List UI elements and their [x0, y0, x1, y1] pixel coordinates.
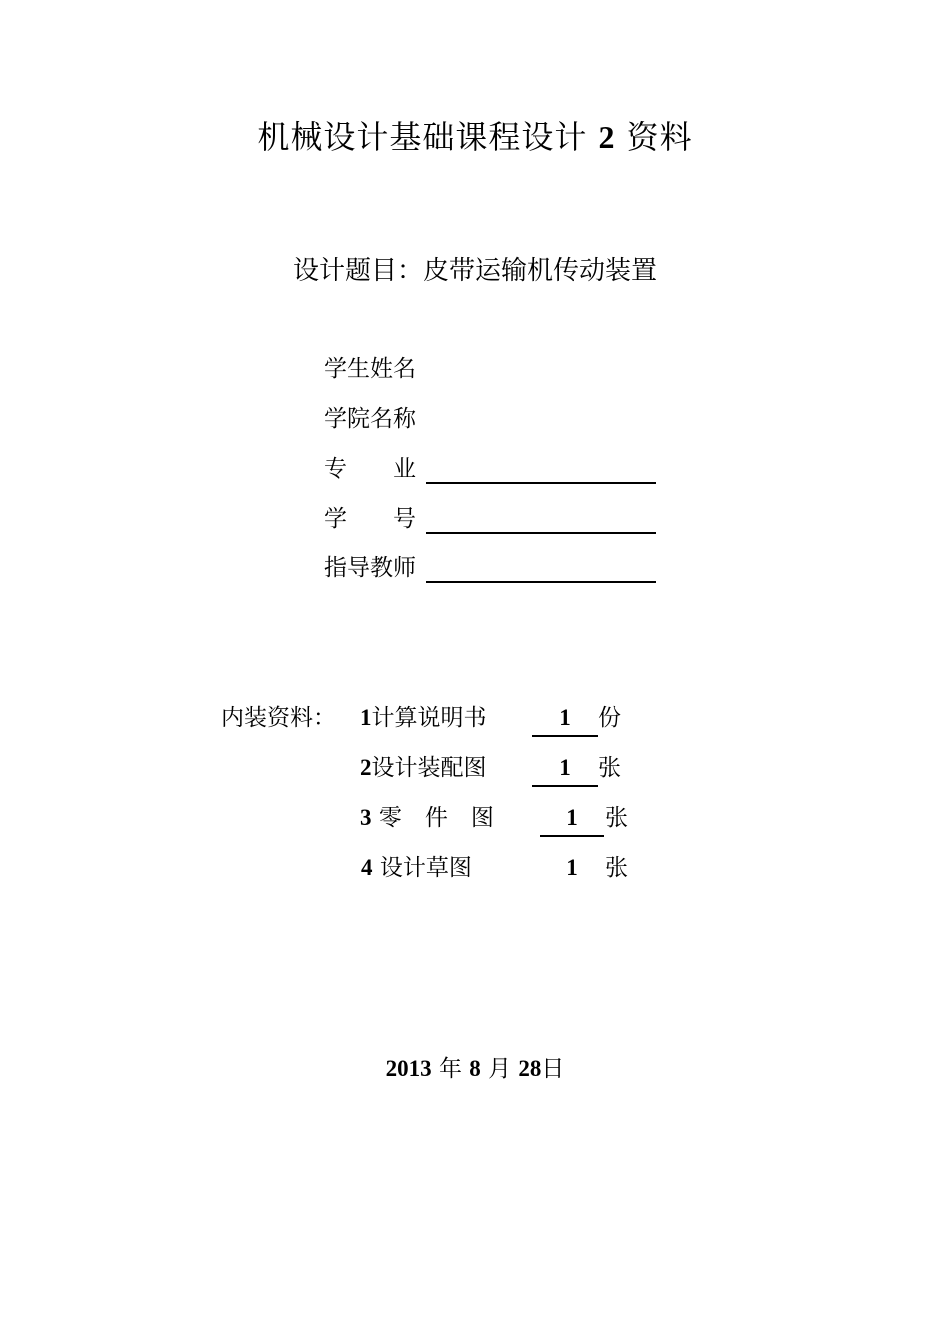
field-advisor — [324, 551, 425, 585]
field-label-advisor: 指导教师 — [324, 555, 416, 581]
document-date — [0, 1050, 950, 1083]
material-qty: 1 — [540, 801, 604, 837]
material-item-4 — [361, 851, 472, 885]
student-id-underline[interactable] — [426, 532, 656, 534]
field-label-student-id: 学 号 — [324, 506, 416, 532]
material-number: 3 — [360, 805, 372, 830]
material-unit: 份 — [598, 705, 621, 731]
design-topic: 设计题目：皮带运输机传动装置 — [292, 256, 657, 286]
major-underline[interactable] — [426, 482, 656, 484]
material-name: 零 件 图 — [378, 805, 494, 831]
title-suffix: 资料 — [626, 118, 693, 156]
title-number: 2 — [598, 119, 616, 155]
document-title — [0, 112, 950, 158]
material-qty: 1 — [566, 855, 578, 880]
date-month: 8 — [469, 1056, 481, 1081]
date-year: 2013 — [385, 1056, 432, 1081]
field-label-student-name: 学生姓名 — [324, 356, 416, 382]
date-year-unit: 年 — [438, 1056, 462, 1082]
material-item-2 — [360, 751, 487, 785]
material-name: 设计草图 — [379, 855, 472, 881]
material-qty: 1 — [532, 751, 598, 787]
title-text: 机械设计基础课程设计 — [257, 118, 588, 156]
date-day: 28 — [518, 1056, 542, 1081]
material-unit: 张 — [605, 805, 628, 831]
field-college — [324, 402, 425, 436]
material-unit: 张 — [605, 855, 628, 881]
material-qty: 1 — [532, 701, 598, 737]
material-name: 计算说明书 — [371, 705, 487, 731]
field-label-college: 学院名称 — [324, 406, 416, 432]
material-number: 4 — [361, 855, 373, 880]
material-item-3 — [360, 801, 494, 835]
field-label-major: 专 业 — [324, 456, 416, 482]
material-item-1 — [360, 701, 487, 735]
date-month-unit: 月 — [488, 1056, 512, 1082]
material-unit: 张 — [598, 755, 621, 781]
field-student-name — [324, 352, 425, 386]
date-day-unit: 日 — [541, 1056, 565, 1082]
field-major — [324, 452, 425, 486]
advisor-underline[interactable] — [426, 581, 656, 583]
material-number: 2 — [360, 755, 372, 780]
material-name: 设计装配图 — [371, 755, 487, 781]
field-student-id — [324, 502, 425, 536]
materials-label: 内装资料： — [221, 705, 336, 731]
material-number: 1 — [360, 705, 372, 730]
